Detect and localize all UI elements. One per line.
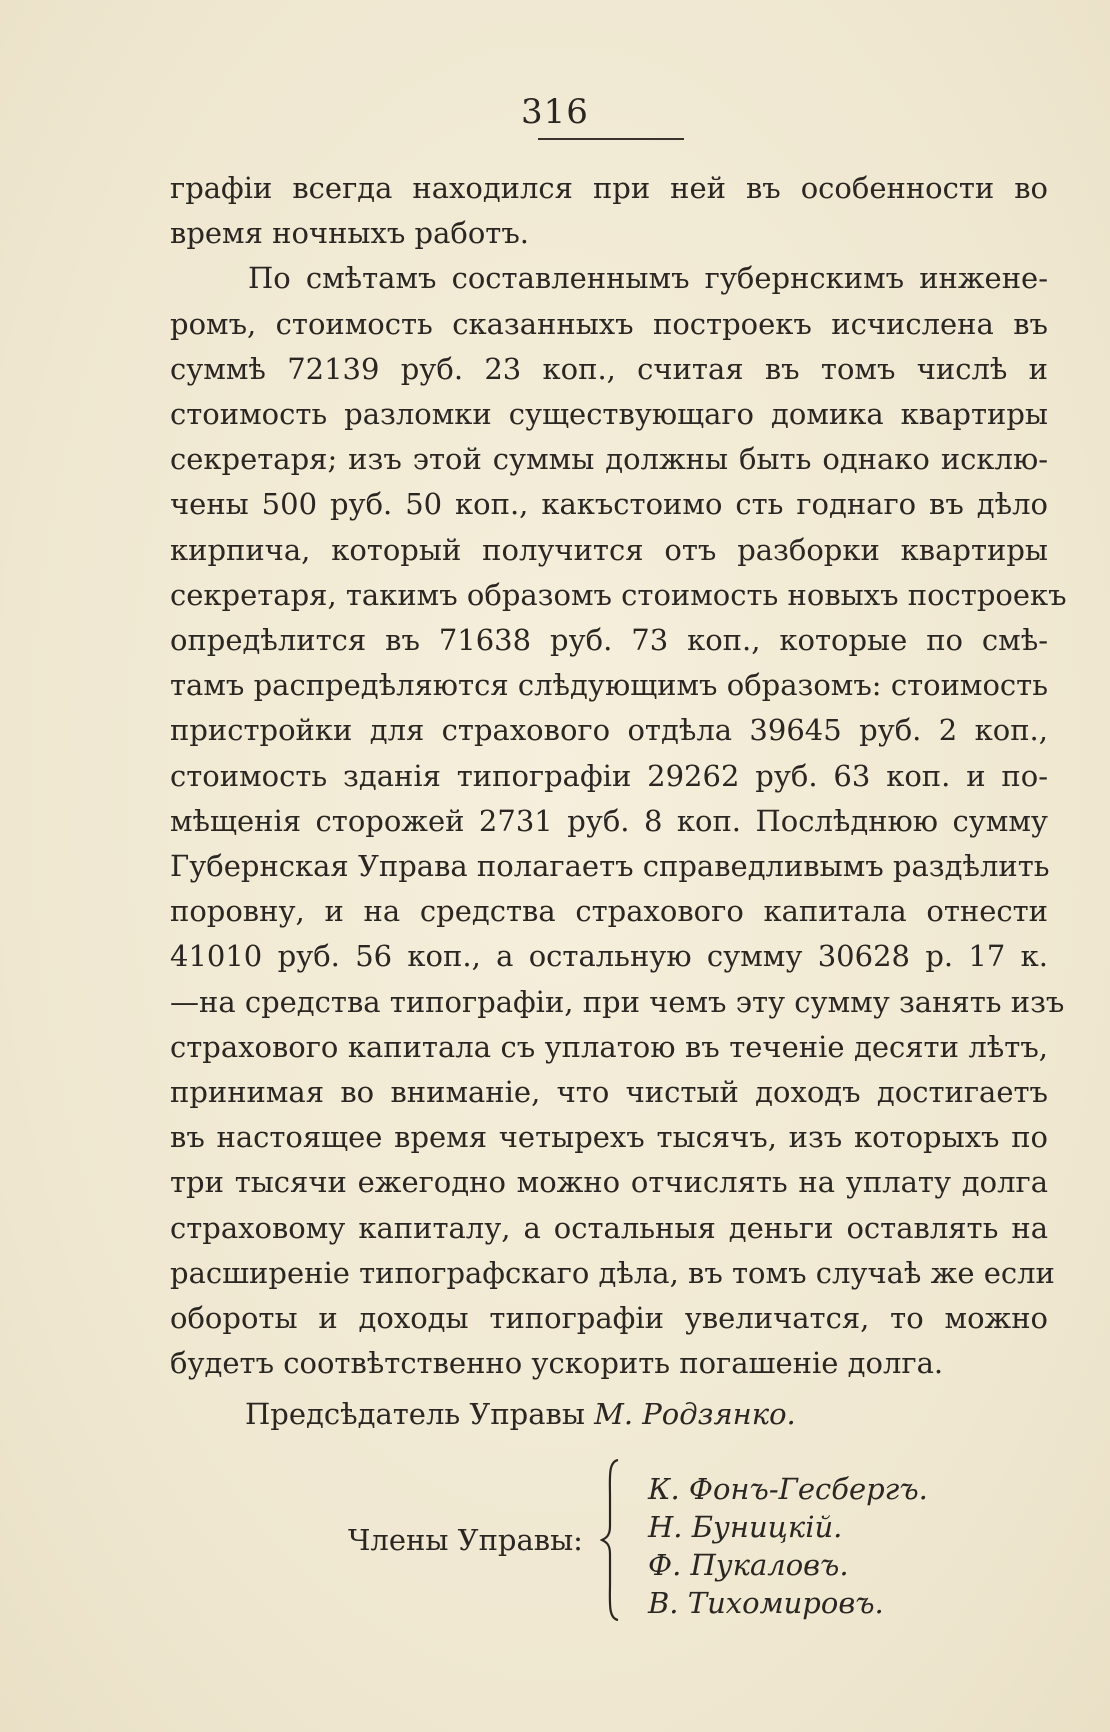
chairman-name: М. Родзянко. bbox=[594, 1397, 796, 1431]
members-label: Члены Управы: bbox=[348, 1523, 583, 1557]
page-number-rule bbox=[538, 138, 684, 140]
text-line: мѣщенія сторожей 2731 руб. 8 коп. Послѣднюю сумму bbox=[170, 803, 1048, 838]
text-line: будетъ соотвѣтственно ускорить погашеніе долга. bbox=[170, 1346, 944, 1381]
text-line: ромъ, стоимость сказанныхъ построекъ исчислена въ bbox=[170, 306, 1048, 341]
members-list bbox=[648, 1470, 928, 1622]
text-line: поровну, и на средства страхового капитала отнести bbox=[170, 894, 1048, 929]
member-name: Ф. Пукаловъ. bbox=[648, 1548, 849, 1582]
member-name: Н. Буницкій. bbox=[648, 1510, 843, 1544]
text-line: суммѣ 72139 руб. 23 коп., считая въ томъ числѣ и bbox=[170, 351, 1048, 386]
text-line: По смѣтамъ составленнымъ губернскимъ инжене- bbox=[248, 261, 1048, 296]
text-line: обороты и доходы типографіи увеличатся, то можно bbox=[170, 1301, 1048, 1336]
text-line: чены 500 руб. 50 коп., какъстоимо сть годнаго въ дѣло bbox=[170, 487, 1048, 522]
text-line: время ночныхъ работъ. bbox=[170, 216, 530, 251]
text-line: опредѣлится въ 71638 руб. 73 коп., которые по смѣ- bbox=[170, 623, 1048, 658]
text-line: стоимость разломки существующаго домика квартиры bbox=[170, 397, 1048, 432]
text-line: страховому капиталу, а остальныя деньги оставлять на bbox=[170, 1210, 1048, 1245]
text-line: принимая во вниманіе, что чистый доходъ достигаетъ bbox=[170, 1075, 1048, 1110]
member-name: К. Фонъ-Гесбергъ. bbox=[648, 1472, 928, 1506]
text-line: тамъ распредѣляются слѣдующимъ образомъ: стоимость bbox=[170, 668, 1048, 703]
chairman-signature bbox=[245, 1397, 796, 1431]
text-line: расширеніе типографскаго дѣла, въ томъ случаѣ же если bbox=[170, 1255, 1055, 1290]
text-line: секретаря; изъ этой суммы должны быть однако исклю- bbox=[170, 442, 1048, 477]
body-text bbox=[170, 166, 1067, 1386]
text-line: пристройки для страхового отдѣла 39645 руб. 2 коп., bbox=[170, 713, 1048, 748]
text-line: кирпича, который получится отъ разборки квартиры bbox=[170, 532, 1048, 567]
member-name: В. Тихомировъ. bbox=[648, 1586, 884, 1620]
text-line: секретаря, такимъ образомъ стоимость новыхъ построекъ bbox=[170, 577, 1067, 612]
text-line: графіи всегда находился при ней въ особенности во bbox=[170, 171, 1048, 205]
page-number: 316 bbox=[521, 92, 589, 132]
text-line: 41010 руб. 56 коп., а остальную сумму 30628 р. 17 к. bbox=[170, 939, 1048, 974]
text-line: Губернская Управа полагаетъ справедливымъ раздѣлить bbox=[170, 849, 1050, 884]
text-line: въ настоящее время четырехъ тысячъ, изъ которыхъ по bbox=[170, 1120, 1048, 1155]
curly-brace-icon bbox=[600, 1458, 622, 1622]
text-line: три тысячи ежегодно можно отчислять на уплату долга bbox=[170, 1165, 1048, 1200]
text-line: стоимость зданія типографіи 29262 руб. 63 коп. и по- bbox=[170, 758, 1048, 793]
text-line: —на средства типографіи, при чемъ эту сумму занять изъ bbox=[170, 984, 1065, 1019]
text-line: страхового капитала съ уплатою въ теченіе десяти лѣтъ, bbox=[170, 1029, 1048, 1064]
chairman-title: Предсѣдатель Управы bbox=[245, 1397, 585, 1431]
